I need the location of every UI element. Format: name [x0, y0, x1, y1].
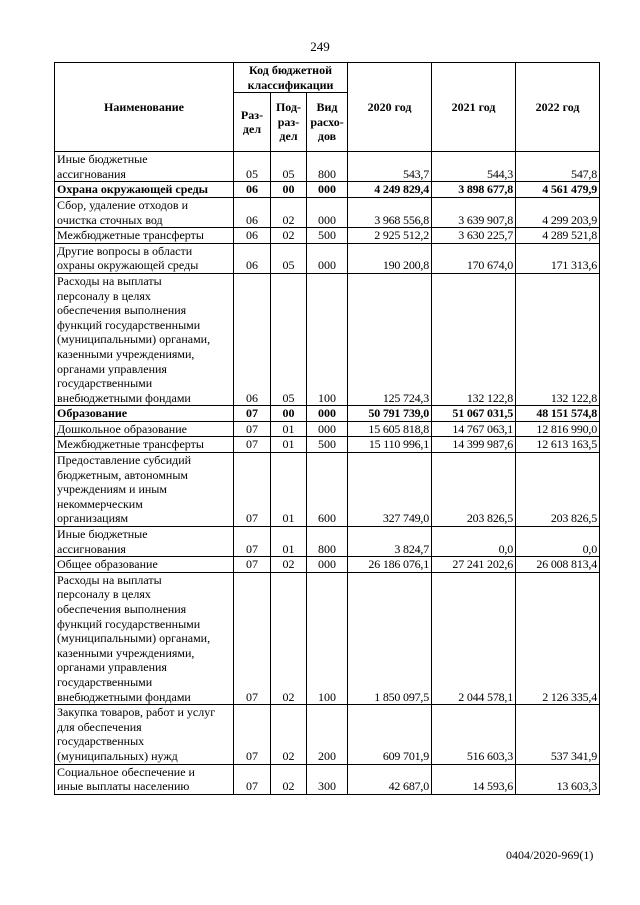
header-vid: Вид расхо- дов [307, 93, 348, 152]
row-2022: 12 816 990,0 [516, 421, 600, 437]
row-podrazdel: 02 [271, 572, 307, 704]
row-vid: 800 [307, 527, 348, 557]
row-2021: 203 826,5 [432, 453, 516, 527]
row-2021: 170 674,0 [432, 243, 516, 273]
row-2020: 4 249 829,4 [348, 182, 432, 198]
row-2022: 203 826,5 [516, 453, 600, 527]
page-number: 249 [310, 39, 330, 54]
table-row [55, 273, 600, 405]
header-podrazdel: Под- раз- дел [271, 93, 307, 152]
row-2020: 327 749,0 [348, 453, 432, 527]
document-code: 0404/2020-969(1) [506, 848, 594, 862]
row-2022: 13 603,3 [516, 764, 600, 794]
row-2020: 15 605 818,8 [348, 421, 432, 437]
row-2021: 3 898 677,8 [432, 182, 516, 198]
row-2020: 125 724,3 [348, 273, 432, 405]
header-row-top [55, 63, 600, 93]
row-2020: 609 701,9 [348, 705, 432, 764]
row-podrazdel: 01 [271, 453, 307, 527]
table-row [55, 197, 600, 227]
row-2022: 547,8 [516, 152, 600, 182]
row-vid: 800 [307, 152, 348, 182]
row-vid: 200 [307, 705, 348, 764]
row-podrazdel: 02 [271, 705, 307, 764]
row-name: Иные бюджетные ассигнования [55, 527, 234, 557]
row-2022: 26 008 813,4 [516, 557, 600, 573]
row-2021: 3 639 907,8 [432, 197, 516, 227]
row-2021: 132 122,8 [432, 273, 516, 405]
row-razdel: 06 [234, 197, 271, 227]
table-row [55, 228, 600, 244]
row-2021: 51 067 031,5 [432, 406, 516, 422]
row-razdel: 07 [234, 572, 271, 704]
budget-table [54, 62, 600, 795]
row-vid: 500 [307, 437, 348, 453]
row-name: Расходы на выплаты персоналу в целях обеспечения выполнения функций государственными (муниципальными) органами, казенными учреждениями, органами управления государственными внебюджетными фондами [55, 572, 234, 704]
row-2020: 50 791 739,0 [348, 406, 432, 422]
table-row [55, 705, 600, 764]
row-2020: 3 824,7 [348, 527, 432, 557]
row-podrazdel: 02 [271, 764, 307, 794]
row-name: Другие вопросы в области охраны окружающей среды [55, 243, 234, 273]
row-2022: 4 561 479,9 [516, 182, 600, 198]
row-2020: 3 968 556,8 [348, 197, 432, 227]
row-razdel: 07 [234, 437, 271, 453]
header-2021: 2021 год [432, 63, 516, 152]
table-row [55, 527, 600, 557]
row-2020: 26 186 076,1 [348, 557, 432, 573]
row-razdel: 06 [234, 273, 271, 405]
row-2022: 4 289 521,8 [516, 228, 600, 244]
row-razdel: 07 [234, 421, 271, 437]
row-2021: 27 241 202,6 [432, 557, 516, 573]
header-name: Наименование [55, 63, 234, 152]
table-row [55, 764, 600, 794]
row-vid: 000 [307, 406, 348, 422]
table-row [55, 182, 600, 198]
row-name: Социальное обеспечение и иные выплаты населению [55, 764, 234, 794]
row-razdel: 05 [234, 152, 271, 182]
row-name: Межбюджетные трансферты [55, 228, 234, 244]
row-razdel: 07 [234, 527, 271, 557]
row-podrazdel: 02 [271, 197, 307, 227]
row-vid: 600 [307, 453, 348, 527]
row-vid: 000 [307, 557, 348, 573]
row-podrazdel: 01 [271, 437, 307, 453]
table-row [55, 406, 600, 422]
row-2020: 190 200,8 [348, 243, 432, 273]
table-row [55, 152, 600, 182]
row-vid: 500 [307, 228, 348, 244]
row-2021: 2 044 578,1 [432, 572, 516, 704]
row-podrazdel: 00 [271, 182, 307, 198]
row-2022: 0,0 [516, 527, 600, 557]
table-row [55, 557, 600, 573]
row-2022: 2 126 335,4 [516, 572, 600, 704]
row-podrazdel: 05 [271, 152, 307, 182]
row-podrazdel: 05 [271, 273, 307, 405]
row-2022: 12 613 163,5 [516, 437, 600, 453]
row-name: Общее образование [55, 557, 234, 573]
row-vid: 000 [307, 182, 348, 198]
row-2022: 171 313,6 [516, 243, 600, 273]
row-vid: 100 [307, 273, 348, 405]
row-2022: 4 299 203,9 [516, 197, 600, 227]
row-razdel: 06 [234, 243, 271, 273]
row-2022: 132 122,8 [516, 273, 600, 405]
table-row [55, 437, 600, 453]
row-name: Охрана окружающей среды [55, 182, 234, 198]
row-2020: 2 925 512,2 [348, 228, 432, 244]
row-name: Предоставление субсидий бюджетным, автономным учреждениям и иным некоммерческим организациям [55, 453, 234, 527]
row-2022: 48 151 574,8 [516, 406, 600, 422]
header-kbk: Код бюджетной классификации [234, 63, 348, 93]
table-row [55, 243, 600, 273]
row-vid: 000 [307, 197, 348, 227]
row-2020: 15 110 996,1 [348, 437, 432, 453]
row-vid: 000 [307, 243, 348, 273]
row-podrazdel: 01 [271, 527, 307, 557]
row-name: Межбюджетные трансферты [55, 437, 234, 453]
row-podrazdel: 05 [271, 243, 307, 273]
row-2021: 3 630 225,7 [432, 228, 516, 244]
row-razdel: 07 [234, 453, 271, 527]
row-vid: 300 [307, 764, 348, 794]
row-2020: 1 850 097,5 [348, 572, 432, 704]
row-2020: 543,7 [348, 152, 432, 182]
row-podrazdel: 02 [271, 557, 307, 573]
row-2020: 42 687,0 [348, 764, 432, 794]
table-row [55, 453, 600, 527]
row-vid: 000 [307, 421, 348, 437]
row-razdel: 07 [234, 557, 271, 573]
row-name: Закупка товаров, работ и услуг для обеспечения государственных (муниципальных) нужд [55, 705, 234, 764]
row-podrazdel: 02 [271, 228, 307, 244]
row-2021: 0,0 [432, 527, 516, 557]
row-razdel: 06 [234, 228, 271, 244]
row-2021: 14 593,6 [432, 764, 516, 794]
table-row [55, 572, 600, 704]
row-2022: 537 341,9 [516, 705, 600, 764]
header-2020: 2020 год [348, 63, 432, 152]
row-razdel: 06 [234, 182, 271, 198]
row-name: Образование [55, 406, 234, 422]
row-2021: 14 767 063,1 [432, 421, 516, 437]
table-row [55, 421, 600, 437]
header-razdel: Раз- дел [234, 93, 271, 152]
row-podrazdel: 01 [271, 421, 307, 437]
row-2021: 516 603,3 [432, 705, 516, 764]
row-name: Сбор, удаление отходов и очистка сточных вод [55, 197, 234, 227]
row-name: Дошкольное образование [55, 421, 234, 437]
row-2021: 14 399 987,6 [432, 437, 516, 453]
row-name: Расходы на выплаты персоналу в целях обеспечения выполнения функций государственными (муниципальными) органами, казенными учреждениями, органами управления государственными внебюджетными фондами [55, 273, 234, 405]
row-razdel: 07 [234, 705, 271, 764]
row-razdel: 07 [234, 764, 271, 794]
row-vid: 100 [307, 572, 348, 704]
row-razdel: 07 [234, 406, 271, 422]
row-2021: 544,3 [432, 152, 516, 182]
row-name: Иные бюджетные ассигнования [55, 152, 234, 182]
header-2022: 2022 год [516, 63, 600, 152]
row-podrazdel: 00 [271, 406, 307, 422]
